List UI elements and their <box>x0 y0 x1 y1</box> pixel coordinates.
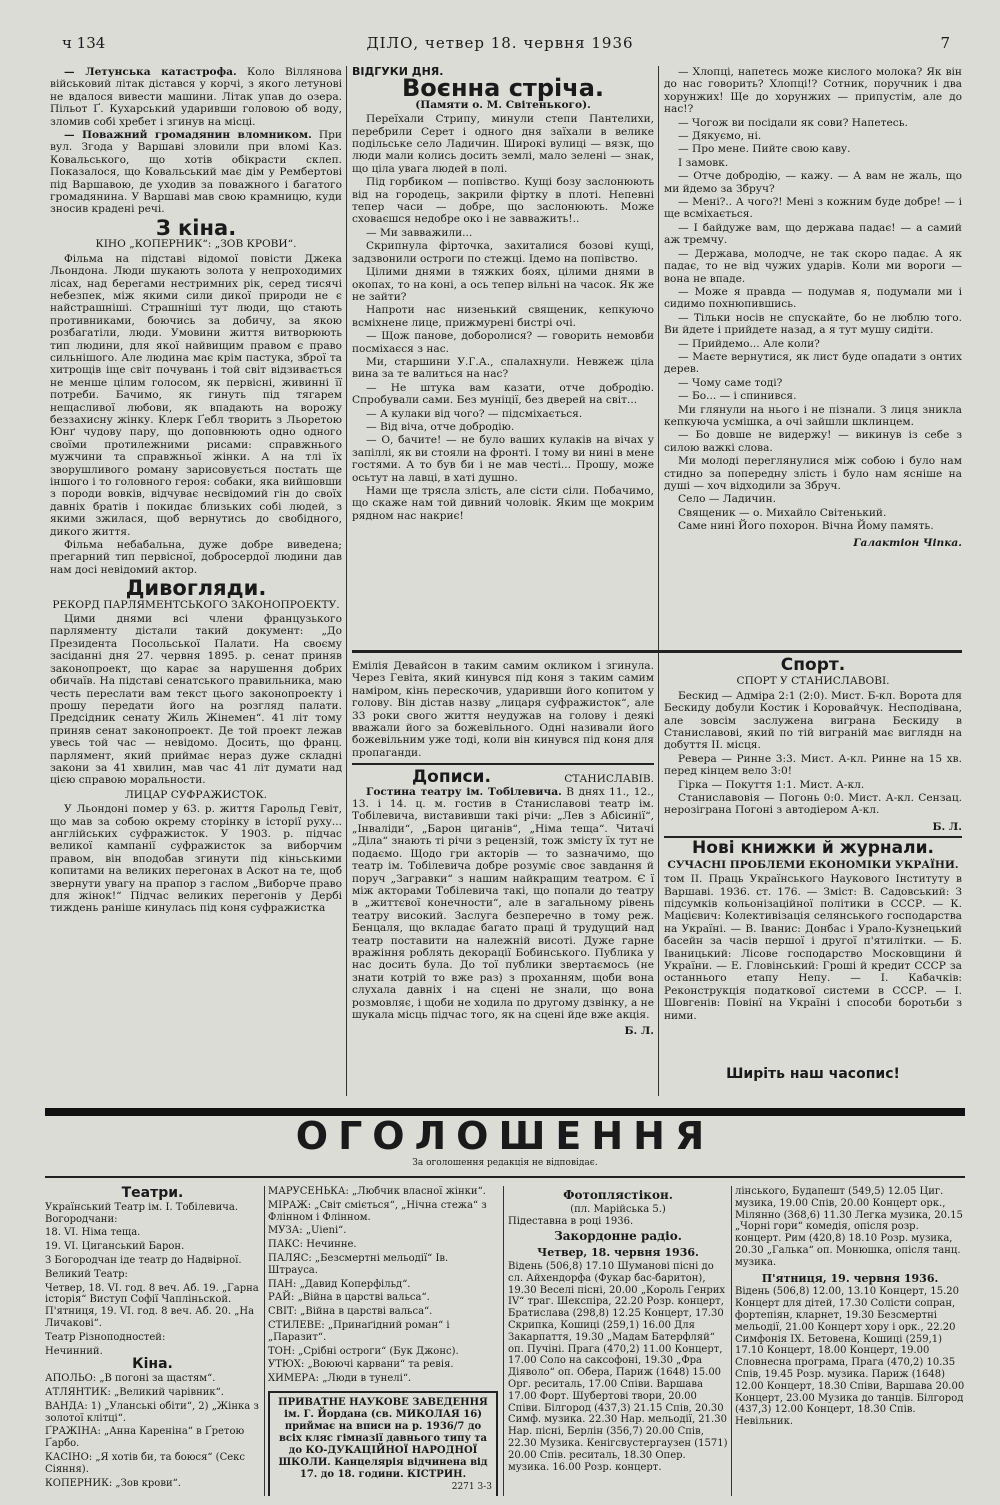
article-paragraph: І замовк. <box>678 156 729 169</box>
article-body-continued <box>664 66 962 533</box>
oddities-subheading: РЕКОРД ПАРЛЯМЕНТСЬКОГО ЗАКОНОПРОЕКТУ. <box>52 598 340 611</box>
theatres-heading: Театри. <box>121 1186 184 1201</box>
sport-result: Ревера — Ринне 3:3. Мист. А-кл. Ринне на 15 хв. перед кінцем вело 3:0! <box>664 752 962 778</box>
cinema-entry: ПАЛЯС: „Безсмертні мельодії“ Ів. Штрауса. <box>268 1252 449 1276</box>
article-paragraph: — Прийдемо... Але коли? <box>678 337 820 350</box>
article-paragraph: — Дякуємо, ні. <box>678 130 762 143</box>
section-heading-cinema: З кіна. <box>155 215 237 240</box>
ads-divider <box>731 1186 732 1496</box>
article-paragraph: Ми, старшини У.Г.А., спалахнули. Невжеж ціла вина за те валиться на нас? <box>352 355 654 381</box>
oddities-text: У Льондоні помер у 63. р. життя Гарольд Гевіт, що мав за собою окрему сторінку в історії руху... англійських суфражисток. У 1903. р. підчас великої кампанії суфражисток за виборчим правом, він вподобав згинути під кіньськими копитами на великих перегонах в Аскот на те, щоб звернути увагу на прапор з гаслом „Виборче право для жінок!“ Підчас великих перегонів у Дербі тиждень раніше кинулась під коня суфражистка <box>50 803 342 915</box>
cinemas-list <box>45 1373 260 1489</box>
cinema-entry: ҐРАЖІНА: „Анна Кареніна“ в Ґретою Ґарбо. <box>45 1426 245 1450</box>
article-paragraph: Нами ще трясла злість, але сісти сіли. Побачимо, що скаже нам той дивний чоловік. Яким ще мокрим рядном нас накриє! <box>352 485 654 522</box>
fotoplastikon-address: (пл. Марійська 5.) <box>570 1203 666 1215</box>
ads-radio-continued <box>735 1186 965 1496</box>
sport-result: Бескид — Адміра 2:1 (2:0). Мист. Б-кл. Ворота для Бескиду добули Костик і Коровайчук. Несподівана, але зовсім заслужена виграна Бескиду в Станиславові, який по тій виграній має виглядн на добуття II. місця. <box>664 689 962 752</box>
ads-rule <box>45 1176 965 1178</box>
article-paragraph: — Чогож ви посідали як сови? Напетесь. <box>678 116 908 129</box>
fotoplastikon-text: Підеставна в році 1936. <box>508 1215 634 1227</box>
theatre-entry: Четвер, 18. VI. год. 8 веч. Аб. 19. „Гарна історія“ Виступ Софії Чапліньской. П'ятниця, 19. VI. год. 8 веч. Аб. 20. „На Личакові“. <box>45 1282 259 1329</box>
article-paragraph: — Від віча, отче добродію. <box>366 420 515 433</box>
news-headline: — Летунська катастрофа. <box>64 66 237 78</box>
ads-cinemas <box>268 1186 498 1496</box>
sport-results <box>664 690 962 817</box>
news-text: При вул. Згода у Варшаві зловили при вломі Каз. Ковальського, що хотів обікрасти склеп. Показалося, що Ковальський має дім у Рембертові під Варшавою, де уходив за поважного і багатого громадянина. У Варшаві мав свою крамницю, куди зносив крадені речі. <box>50 129 342 216</box>
theatre-entry: 19. VI. Циганський Барон. <box>45 1241 185 1253</box>
dispatch-headline: Гостина театру ім. Тобілевича. <box>366 785 562 798</box>
cinema-entry: ХИМЕРА: „Люди в тунелі“. <box>268 1373 412 1385</box>
school-ad-code: 2271 3-3 <box>451 1481 492 1492</box>
article-paragraph: Цілими днями в тяжких боях, цілими днями в окопах, то на коні, а ось тепер вільні на часок. Як же не зайти? <box>352 266 654 303</box>
radio-program: лінського, Будапешт (549,5) 12.05 Циг. музика, 19.00 Спів, 20.00 Концерт орк., Мілянно (368,6) 11.30 Легка музика, 20.15 „Чорні гори“ комедія, опісля розр. концерт. Рим (420,8) 18.10 Розр. музика, 20.30 „Галька“ оп. Монюшка, опісля танц. музика. <box>735 1186 963 1268</box>
article-paragraph: — Щож панове, доборолися? — говорить немовби посміхаєся з нас. <box>352 330 654 355</box>
article-paragraph: Ми молоді переглянулися між собою і було нам стидно за попередну злість і було нам ясніше на душі — хоч відходили за Збруч. <box>664 455 962 492</box>
continued-text: Емілія Девайсон в таким самим окликом і згинула. Через Гевіта, який кинувся під коня з таким самим наміром, кінь перескочив, ударивши його копитом у голову. Він дістав назву „лицаря суфражисток“, але 33 роки свого життя неудужав на голову і деякі вважали його за божевільного. Одні називали його божевільним уже тоді, коли він кинувся під коня для пропаганди. <box>352 660 654 759</box>
cinema-entry: ПАН: „Давид Коперфільд“. <box>268 1278 411 1290</box>
article-paragraph: Село — Ладичин. <box>678 493 777 506</box>
article-paragraph: — Отче добродію, — кажу. — А вам не жаль, що ми йдемо за Збруч? <box>664 170 962 195</box>
theatre-entry: Театр Різноподностей: <box>45 1331 166 1343</box>
ads-disclaimer: За оголошення редакція не відповідає. <box>412 1158 598 1168</box>
page-number-left: ч 134 <box>62 34 106 52</box>
radio-program: Відень (506,8) 17.10 Шуманові пісні до сл. Айхендорфа (Фукар бас-баритон), 19.30 Веселі пісні, 20.00 „Король Генрих IV“ траг. Шекспіра, 22.20 Розр. концерт, Братислава (298,8) 12.25 Концерт, 17.30 Скрипка, Кошиці (259,1) 16.00 Для Закарпаття, 19.30 „Мадам Батерфляй“ оп. Пучіні. Прага (470,2) 11.00 Концерт, 17.00 Соло на саксофоні, 19.30 „Фра Діяволо“ оп. Обера, Париж (1648) 15.00 Орг. реситаль, 17.00 Співи. Варшава 17.00 Форт. Шубертові твори, 20.00 Співи. Білгород (437,3) 21.15 Спів, 20.30 Симф. музика. 22.30 Нар. мельодії, 21.30 Нар. пісні, Берлін (356,7) 20.00 Спів, 22.30 Музика. Кенігсвустергаузен (1571) 20.00 Спів. реситаль, 18.30 Опер. музика. 16.00 Розр. концерт. <box>508 1260 728 1473</box>
column-divider <box>658 66 659 1096</box>
cinema-entry: СТИЛЕВЕ: „Принаґідний роман“ і „Паразит“. <box>268 1319 450 1343</box>
ads-banner <box>45 1108 965 1170</box>
divider <box>352 763 654 765</box>
article-paragraph: — Хлопці, напетесь може кислого молока? Як він до нас говорить? Хлопці!? Сотник, поручник і два хорунжих! Ще до хорунжих — припустім, але до нас!? <box>664 66 962 116</box>
section-heading-sport: Спорт. <box>780 655 846 675</box>
article-paragraph: Саме нині Його похорон. Вічна Йому память. <box>678 520 934 533</box>
oddities-subheading: ЛИЦАР СУФРАЖИСТОК. <box>124 788 268 801</box>
article-paragraph: — Може я правда — подумав я, подумали ми і сидимо похнюпившись. <box>664 285 962 311</box>
cinema-entry: МУЗА: „Uieni“. <box>268 1225 347 1237</box>
sport-subheading: СПОРТ У СТАНИСЛАВОВІ. <box>736 675 890 688</box>
cinemas-heading: Кіна. <box>132 1356 173 1373</box>
article-paragraph: Священик — о. Михайло Світенький. <box>678 506 887 519</box>
article-paragraph: — О, бачите! — не було ваших кулаків на вічах у запіллі, як ви стояли на фронті. І тому ви нині в мене гостями. А то був би і не мав честі... Прошу, може осьтут на лавці, в хаті душно. <box>352 434 654 484</box>
page-number-right: 7 <box>940 34 950 52</box>
article-paragraph: — І байдуже вам, що держава падає! — а самий аж тремчу. <box>664 221 962 247</box>
theatre-entry: 18. VI. Німа теща. <box>45 1227 141 1239</box>
ads-radio <box>508 1186 728 1496</box>
news-text: Коло Віллянова військовий літак дістався у корчі, з якого летунові не вдалося вивести машини. Літак упав до озера. Пільот Ґ. Кухарський ударивши головою об воду, зломив собі хребет і згинув на місці. <box>50 66 342 128</box>
column-right <box>664 66 962 646</box>
article-paragraph: — Не штука вам казати, отче добродію. Спробували сами. Без муніції, без дверей на світ... <box>352 381 654 407</box>
article-paragraph: — Тільки носів не спускайте, бо не люблю того. Ви йдете і прийдете назад, а я тут мушу сидіти. <box>664 311 962 337</box>
cinema-review: Фільма на підставі відомої повісти Джека Льондона. Люди шукають золота у непроходимих лісах, над берегами нестримних рік, серед тисячі небезпек, між якими сили дикої природи не є найстрашніші. Страшніші тут люди, що стають противниками, боючись за добичу, за якою розбагатіли, люди. Умовини життя витворюють тип людини, для якої найвищим правом є право сильнішого. Але людина має крім пастука, зброї та хитрощів іще світ почувань і той світ відзивається не менше цілим голосом, як первісні, живинні її потреби. Бачимо, як гинуть під тягарем нещасливої любови, як впадають на ворожу беззахисну жінку. Клерк Ґебл творить з Льоретою Юнґ чудову пару, що доповнюють одно одного своїми протилежними рисами: справжнього мужчини та справжньої жінки. А на тлі їх зворушливого роману зарисовується постать ще іншого і то головного героя: собаки, яка вийшовши з породи вовків, відчуває несвідомий гін до своїх давніх братів і покидає близьких собі людей, з якими зжилася, щоб вернутись до свобідного, дикого життя. <box>50 252 342 538</box>
article-paragraph: Напроти нас низенький священик, кепкуючо всміхнене лице, прижмурені бистрі очі. <box>352 304 654 329</box>
cinema-subheading: КІНО „КОПЕРНИК“: „ЗОВ КРОВИ“. <box>95 238 297 251</box>
cinema-entry: ВАНДА: 1) „Уланські обіти“, 2) „Жінка з золотої клітці“. <box>45 1400 259 1424</box>
cinema-entry: РАЙ: „Війна в царстві вальса“. <box>268 1292 430 1304</box>
rubric-label: ВІДГУКИ ДНЯ. <box>352 66 444 78</box>
dispatch-text: В днях 11., 12., 13. і 14. ц. м. гостив в Станиславові театр ім. Тобілевича, виставивши такі річи: „Лев з Абісинії“, „Інваліди“, „Барон циганів“, „Німа теща“. Читачі „Діла“ знають ті річи з рецензій, тож змісту їх тут не подаємо. Щодо гри акторів — то зазначимо, що театр ім. Тобілевича добре розуміє своє завдання й поруч „Загравки“ з нашим найкращим театром. Є ї між акторами Тобілевича такі, що попали до театру в „життєвої конечности“, але в загальному рівень театру високий. Заслуга безперечно в тому реж. Бенцаля, що вкладає багато праці й трудущий над театр поставити на належній висоті. Дуже гарне вражіння роблять декорації Бобинського. Публика у нас досить була. До тої публики звертаємось (не знати котрій то вже раз) з проханням, щоби вона слухала давніх і на сцені не знали, що вона розмовляє, і щоби не ходила по другому дзвінку, а не шукала місць підчас того, як на сцені йде вже акція. <box>352 785 654 1021</box>
article-paragraph: — А кулаки від чого? — підсміхається. <box>366 407 583 420</box>
ads-divider <box>264 1186 265 1496</box>
cinema-entry: КАСІНО: „Я хотів би, та боюся“ (Секс Сіяння). <box>45 1451 245 1475</box>
cinema-entry: УТЮХ: „Воюючі карвани“ та ревія. <box>268 1359 454 1371</box>
article-title: Воєнна стріча. <box>401 74 605 103</box>
dispatch-signature: Б. Л. <box>624 1025 654 1038</box>
dispatch-place: СТАНИСЛАВІВ. <box>564 773 654 786</box>
column-center <box>352 66 654 646</box>
ads-title: ОГОЛОШЕННЯ <box>295 1114 715 1158</box>
theatre-entry: Нечинний. <box>45 1345 103 1357</box>
radio-day: П'ятниця, 19. червня 1936. <box>761 1271 939 1285</box>
article-paragraph: — Мені?.. А чого?! Мені з кожним буде добре! — і ще всміхається. <box>664 196 962 221</box>
cinema-entry: СВІТ: „Війна в царстві вальса“. <box>268 1306 433 1318</box>
books-subheading: СУЧАСНІ ПРОБЛЕМИ ЕКОНОМІКИ УКРАЇНИ. <box>667 858 959 871</box>
cinema-entry: АТЛЯНТИК: „Великий чарівник“. <box>45 1386 224 1398</box>
section-heading-oddities: Дивогляди. <box>125 576 267 601</box>
cinema-entry: ТОН: „Срібні остроги“ (Бук Джонс). <box>268 1345 459 1357</box>
sport-result: Станиславовія — Погонь 0:0. Мист. А-кл. Сензац. нерозіграна Погоні з автодіером А-кл. <box>664 792 962 817</box>
dispatches-header <box>352 767 654 788</box>
ads-divider <box>503 1186 504 1496</box>
cinema-entry: МІРАЖ: „Світ сміється“, „Нічна стежа“ з Флінном і Флінном. <box>268 1199 487 1223</box>
column-left <box>50 66 342 1076</box>
column-center-lower <box>352 660 654 1090</box>
article-paragraph: — Бо довше не видержу! — викинув із себе з силою важкі слова. <box>664 429 962 454</box>
article-paragraph: — Чому саме тоді? <box>678 376 783 389</box>
section-heading-dispatches: Дописи. <box>412 767 491 788</box>
article-subtitle: (Памяти о. М. Світенького). <box>415 98 591 111</box>
radio-day: Четвер, 18. червня 1936. <box>537 1246 699 1260</box>
radio-heading: Закордонне радіо. <box>554 1229 682 1244</box>
theatres-list <box>45 1202 260 1358</box>
article-paragraph: Ми глянули на нього і не пізнали. З лиця зникла кепкуюча усмішка, а очі зайшли шклинцем. <box>664 403 962 428</box>
article-paragraph: — Бо... — і спинився. <box>678 390 797 403</box>
article-paragraph: — Маєте вернутися, як лист буде опадати з онтих дерев. <box>664 350 962 376</box>
cinema-review: Фільма небабальна, дуже добре виведена; прегарний тип первісної, добросердої людини дав нам досі невідомий актор. <box>50 539 342 576</box>
sport-signature: Б. Л. <box>932 820 962 833</box>
news-headline: — Поважний громадянин вломником. <box>64 129 312 142</box>
cinema-entry: ПАКС: Нечинне. <box>268 1239 357 1251</box>
cinema-entry: АПОЛЬО: „В погоні за щастям“. <box>45 1373 216 1385</box>
theatre-entry: З Богородчан іде театр до Надвірної. <box>45 1254 242 1266</box>
article-paragraph: Під горбиком — попівство. Кущі бозу заслонюють від на городець, закрили фіртку в плоті. Непевні тепер часи — добре, що заслонюють. Може сховаєшся недобре око і не завважить!.. <box>352 176 654 226</box>
radio-program: Відень (506,8) 12.00, 13.10 Концерт, 15.20 Концерт для дітей, 17.30 Солісти сопран, фортепіян, кларнет, 19.30 Безсмертні мельодії, 21.00 Концерт хору і орк., 22.20 Симфонія IX. Бетовена, Кошиці (259,1) 17.10 Концерт, 18.00 Концерт, 19.00 Словнесна програма, Прага (470,2) 10.35 Спів, 19.45 Розр. музика. Париж (1648) 12.00 Концерт, 18.30 Співи, Варшава 20.00 Концерт, 23.00 Музика до танців. Білгород (437,3) 12.00 Концерт, 18.30 Спів. Невільник. <box>735 1286 965 1428</box>
article-paragraph: — Держава, молодче, не так скоро падає. А як падає, то не від чужих ударів. Коли ми вороги — вона не впаде. <box>664 247 962 285</box>
masthead: ДІЛО, четвер 18. червня 1936 <box>366 34 634 52</box>
article-body <box>352 113 654 522</box>
fotoplastikon-heading: Фотоплястікон. <box>563 1188 673 1202</box>
column-right-lower <box>664 655 962 1090</box>
column-divider <box>346 66 347 1096</box>
theatre-entry: Великий Театр: <box>45 1268 128 1280</box>
cinema-entry: КОПЕРНИК: „Зов крови“. <box>45 1477 181 1489</box>
books-text: том II. Праць Українського Наукового Інституту в Варшаві. 1936. ст. 176. — Зміст: В. Садовський: З підсумків кольонізаційної політики в СССР. — К. Мацієвич: Колективізація селянського господарства на Україні. — В. Іванис: Донбас і Урало-Кузнецький басейн за часів першої і другої п'ятилітки. — Б. Іваницький: Лісове господарство Московщини й України. — Е. Гловінський: Гроші й кредит СССР за останнього етапу Непу. — І. Кабачків: Реконструкція податкової системи в СССР. — І. Шовгенів: Повінї на Україні і способи боротьби з ними. <box>664 873 962 1022</box>
section-heading-books: Нові книжки й журнали. <box>692 838 934 859</box>
author-signature: Галактіон Чіпка. <box>853 536 962 549</box>
ads-theatres <box>45 1186 260 1496</box>
cinema-entry: МАРУСЕНЬКА: „Любчик власної жінки“. <box>268 1186 486 1197</box>
sport-result: Гірка — Покуття 1:1. Мист. А-кл. <box>678 778 865 791</box>
article-paragraph: Скрипнула фірточка, захиталися бозові кущі, задзвонили остроги по стежці. Ідемо на попівство. <box>352 240 654 265</box>
school-advertisement <box>268 1391 498 1496</box>
article-paragraph: Переїхали Стрипу, минули степи Пантелихи, перебрили Серет і одного дня заїхали в велике подільське село Ладичин. Широкі вулиці — вязк, що люди мали колись досить землі, мало зелені — знак, що ціла увага людей в полі. <box>352 113 654 175</box>
theatre-entry: Український Театр ім. І. Тобілевича. Вогородчани: <box>45 1201 239 1225</box>
page-header <box>40 34 960 56</box>
subscription-slogan: Ширіть наш часопис! <box>726 1066 900 1082</box>
section-rule <box>352 650 962 653</box>
article-paragraph: — Ми завважили... <box>366 226 473 239</box>
cinemas-list-2 <box>268 1186 498 1385</box>
article-paragraph: — Про мене. Пийте свою каву. <box>678 143 851 156</box>
school-ad-text: ПРИВАТНЕ НАУКОВЕ ЗАВЕДЕННЯ ім. Г. Йордана (св. МИКОЛАЯ 16) приймає на вписи на р. 1936/7 до всіх кляс гімназії давнього типу та до КО-ДУКАЦІЙНОЇ НАРОДНОЇ ШКОЛИ. Канцелярія відчинена від 17. до 18. години. КІСТРИН. <box>278 1396 488 1480</box>
oddities-text: Цими днями всі члени французького парляменту дістали такий документ: „До Президента Посольської Палати. На своєму засіданні дня 27. червня 1895. р. сенат приняв законопроект, що карає за нарушення добрих обичаїв. На підставі сенатського правильника, маю честь переслати вам текст цього законопроекту і прошу передати його на розгляд палати. Предсідник сенату Жиль Жінемен“. 41 літ тому приняв сенат законопроект. Де той проект лежав увесь той час — невідомо. Досить, що франц. парлямент, який приймає нераз дуже складні закони за 41 хвилин, мав час 41 літ думати над цією справою моральности. <box>50 613 342 787</box>
divider <box>664 836 962 838</box>
